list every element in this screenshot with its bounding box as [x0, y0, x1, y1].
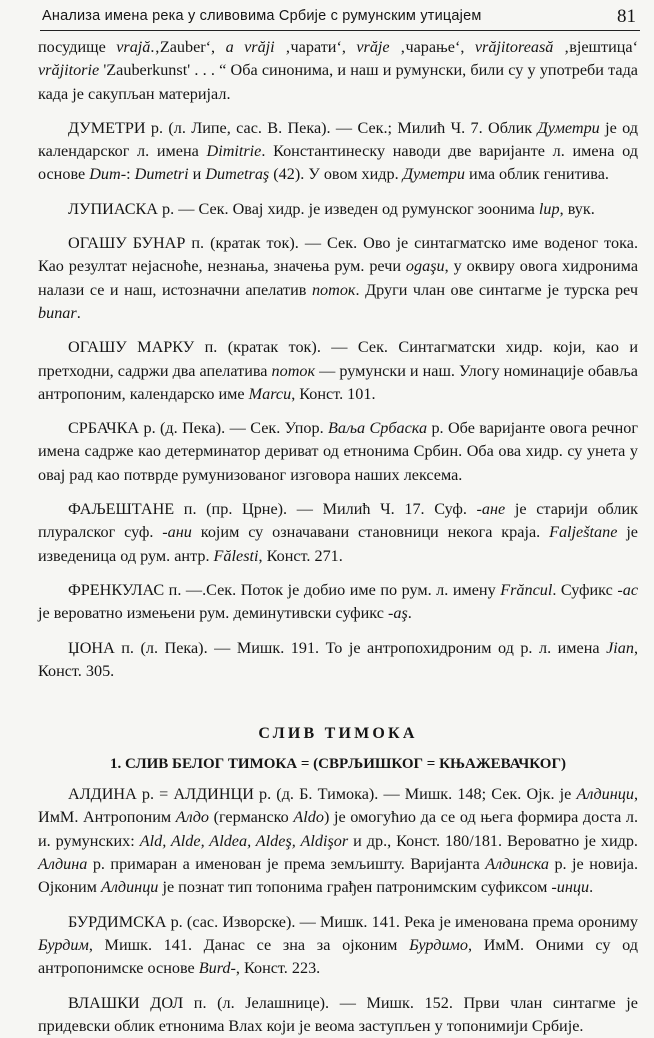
italic-term: Ald, Alde, Aldea, Aldeş, Aldişor	[140, 832, 348, 850]
text-run: р. примаран а именован је према земљишту. Варијанта	[87, 855, 485, 873]
italic-term: a vrăji	[226, 38, 275, 56]
entry-continuation	[38, 36, 638, 106]
text-run: БУРДИМСКА р. (сас. Изворске). — Мишк. 141. Река је именована према орониму	[68, 913, 638, 931]
italic-term: Алдинци	[577, 785, 634, 803]
text-run: ЛУПИАСКА р. — Сек. Овај хидр. је изведен од румунског зоонима	[68, 200, 539, 218]
subsection-title: 1. СЛИВ БЕЛОГ ТИМОКА = (СВРЉИШКОГ = КЊАЖЕВАЧКОГ)	[38, 753, 638, 775]
text-run: ) је омогућио да се од њега формира доста л. и. румунских:	[38, 808, 638, 849]
italic-term: Aldo	[293, 808, 324, 826]
entry-srbachka	[38, 417, 638, 487]
section-title: СЛИВ ТИМОКА	[38, 723, 638, 745]
text-run: 'Zauberkunst' . . . “ Оба синонима, и наш и румунски, били су у употреби тада када је сакупљан материјал.	[38, 61, 638, 102]
text-run: СРБАЧКА р. (д. Пека). — Сек. Упор.	[68, 419, 328, 437]
text-run: (германско	[209, 808, 293, 826]
text-run: .‚Zauber‘,	[150, 38, 225, 56]
italic-term: Бурдимо	[409, 936, 468, 954]
text-run: , Конст. 271.	[259, 547, 343, 565]
italic-term: vrăjitorie	[38, 61, 99, 79]
italic-term: -ане	[477, 500, 506, 518]
page-body	[38, 36, 638, 1038]
text-run: . Други члан ове синтагме је турска реч	[356, 281, 638, 299]
entry-faljeshtane	[38, 498, 638, 568]
text-run: и др., Конст. 180/181. Вероватно је хидр.	[348, 832, 638, 850]
text-run: ЏОНА п. (л. Пека). — Мишк. 191. То је антропохидроним од р. л. имена	[68, 639, 606, 657]
italic-term: Ваља Србаска	[328, 419, 427, 437]
text-run: ВЛАШКИ ДОЛ п. (л. Јелашнице). — Мишк. 152. Први члан синтагме је придевски облик етнонима Влах који је веома заступљен у топонимији Србије.	[38, 994, 638, 1035]
entry-lupiaska	[38, 198, 638, 221]
entry-aldina	[38, 783, 638, 899]
text-run: је познат тип топонима грађен патронимским суфиксом	[158, 878, 551, 896]
text-run: ‚чарање‘,	[390, 38, 475, 56]
italic-term: -инци	[551, 878, 589, 896]
italic-term: Алдинци	[101, 878, 158, 896]
italic-term: Думетри	[538, 119, 600, 137]
entry-dzona	[38, 637, 638, 684]
text-run: ДУМЕТРИ р. (л. Липе, сас. В. Пека). — Сек.; Милић Ч. 7. Облик	[68, 119, 538, 137]
entry-ogashu-marku	[38, 336, 638, 406]
text-run: — румунски и наш. Улогу номинације обавља антропоним, календарско име	[38, 362, 638, 403]
text-run: .	[589, 878, 593, 896]
text-run: , Мишк. 141. Данас се зна за ојконим	[89, 936, 409, 954]
italic-term: Dumetri	[135, 165, 189, 183]
text-run: посудище	[38, 38, 116, 56]
text-run: , у оквиру овога хидронима налази се и наш, истозначни апелатив	[38, 257, 638, 298]
italic-term: Falještane	[549, 523, 617, 541]
text-run: , Конст. 101.	[291, 385, 375, 403]
text-run: , ИмМ. Антропоним	[38, 785, 638, 826]
italic-term: Алдо	[176, 808, 209, 826]
text-run: и	[189, 165, 206, 183]
text-run: ‚чарати‘,	[275, 38, 357, 56]
text-run: .	[77, 304, 81, 322]
text-run: .	[408, 604, 412, 622]
text-run: АЛДИНА р. = АЛДИНЦИ р. (д. Б. Тимока). — Мишк. 148; Сек. Ојк. је	[68, 785, 577, 803]
text-run: ФРЕНКУЛАС п. —.Сек. Поток је добио име по рум. л. имену	[68, 581, 500, 599]
italic-term: ogaşu	[406, 257, 445, 275]
text-run: , вук.	[560, 200, 595, 218]
italic-term: Бурдим	[38, 936, 89, 954]
italic-term: Fălesti	[214, 547, 259, 565]
text-run: (42). У овом хидр.	[269, 165, 403, 183]
italic-term: Jian	[606, 639, 634, 657]
entry-vlashki-dol	[38, 992, 638, 1038]
text-run: , ИмМ. Оними су од антропонимске основе	[38, 936, 638, 977]
text-run: има облик генитива.	[465, 165, 609, 183]
italic-term: Burd-	[199, 959, 236, 977]
italic-term: lup	[539, 200, 560, 218]
text-run: је од календарског л. имена	[38, 119, 638, 160]
entry-burdimska	[38, 911, 638, 981]
text-run: , Конст. 223.	[236, 959, 320, 977]
italic-term: vrăjitoreasă	[475, 38, 554, 56]
entry-ogashu-bunar	[38, 232, 638, 325]
italic-term: Dumetraş	[205, 165, 269, 183]
italic-term: Dimitrie	[207, 142, 262, 160]
italic-term: Алдина	[38, 855, 87, 873]
text-run: , Конст. 305.	[38, 639, 638, 680]
italic-term: -ани	[162, 523, 192, 541]
italic-term: vrăje	[356, 38, 389, 56]
italic-term: поток	[272, 362, 316, 380]
entry-frenkulas	[38, 579, 638, 626]
italic-term: ас	[623, 581, 638, 599]
italic-term: Алдинска	[485, 855, 549, 873]
text-run: р. је новија. Ојконим	[38, 855, 638, 896]
text-run: . Константинеску наводи две варијанте л. имена од основе	[38, 142, 638, 183]
text-run: . Суфикс -	[552, 581, 622, 599]
text-run: је старији облик плуралског суф.	[38, 500, 638, 541]
text-run: ‚вјештица‘	[553, 38, 638, 56]
italic-term: поток	[312, 281, 356, 299]
italic-term: bunar	[38, 304, 77, 322]
entry-dumetri	[38, 117, 638, 187]
running-header	[40, 4, 640, 31]
text-run: којим су означавани становници некога краја.	[192, 523, 549, 541]
text-run: ОГАШУ МАРКУ п. (кратак ток). — Сек. Синтагматски хидр. који, као и претходни, садржи два апелатива	[38, 338, 638, 379]
text-run: р. Обе варијанте овога речног имена садрже као детерминатор дериват од етнонима Србин. Оба ова хидр. су унета у овај рад као потврде румунизованог изговора наших лексема.	[38, 419, 638, 484]
italic-term: Думетри	[403, 165, 465, 183]
text-run: ОГАШУ БУНАР п. (кратак ток). — Сек. Ово је синтагматско име воденог тока. Као резултат нејасноће, незнања, значења рум. речи	[38, 234, 638, 275]
page-number: 81	[617, 6, 636, 28]
text-run: ФАЉЕШТАНЕ п. (пр. Црне). — Милић Ч. 17. Суф.	[68, 500, 477, 518]
italic-term: Dum-	[89, 165, 126, 183]
italic-term: aş	[393, 604, 407, 622]
italic-term: vrajă	[116, 38, 150, 56]
text-run: је вероватно измењени рум. деминутивски суфикс -	[38, 604, 393, 622]
italic-term: Marcu	[249, 385, 292, 403]
text-run: је изведеница од рум. антр.	[38, 523, 638, 564]
running-title: Анализа имена река у сливовима Србије с румунским утицајем	[42, 8, 482, 24]
italic-term: Frăncul	[500, 581, 552, 599]
text-run: :	[126, 165, 135, 183]
